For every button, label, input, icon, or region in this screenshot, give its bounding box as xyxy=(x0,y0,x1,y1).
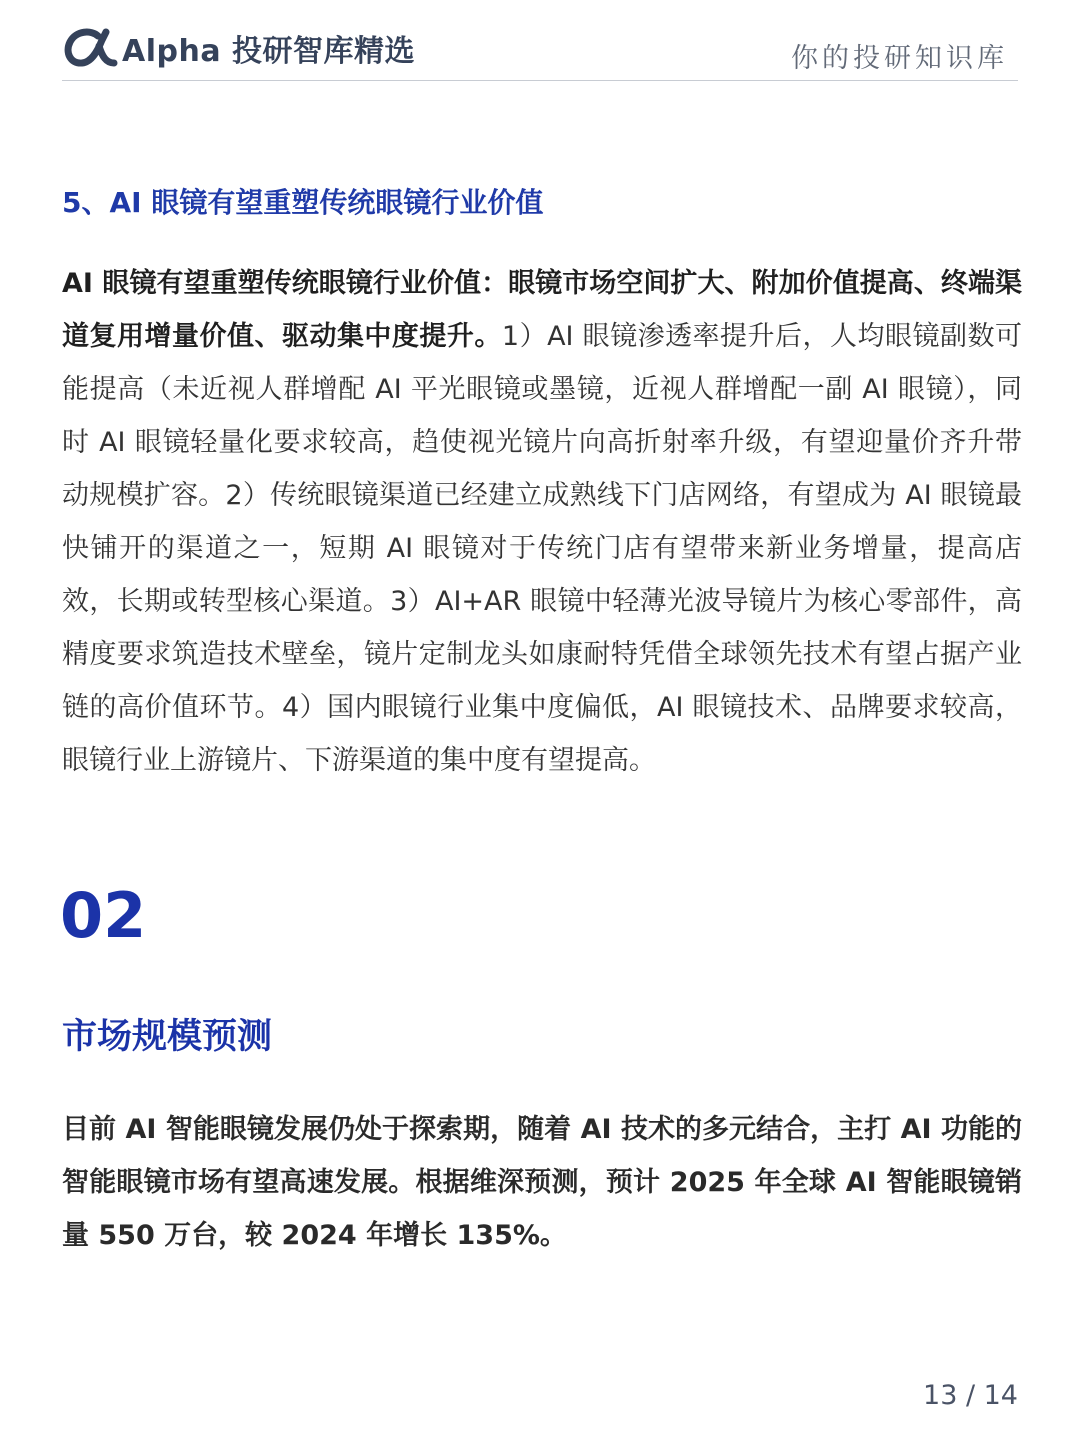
brand xyxy=(62,26,415,70)
alpha-logo-icon xyxy=(62,28,118,68)
brand-name: Alpha 投研智库精选 xyxy=(122,34,416,69)
section-title: 市场规模预测 xyxy=(62,1017,273,1057)
subsection-title: 5、AI 眼镜有望重塑传统眼镜行业价值 xyxy=(62,186,544,219)
page-number: 13 / 14 xyxy=(923,1380,1018,1411)
header-tagline: 你的投研知识库 xyxy=(791,43,1008,74)
section-number: 02 xyxy=(60,879,147,952)
paragraph-market-forecast: 目前 AI 智能眼镜发展仍处于探索期，随着 AI 技术的多元结合，主打 AI 功能的智能眼镜市场有望高速发展。根据维深预测，预计 2025 年全球 AI 智能眼镜销量 550 万台，较 2024 年增长 135%。 xyxy=(62,1114,1022,1251)
paragraph-body: 1）AI 眼镜渗透率提升后，人均眼镜副数可能提高（未近视人群增配 AI 平光眼镜或墨镜，近视人群增配一副 AI 眼镜），同时 AI 眼镜轻量化要求较高，趋使视光镜片向高折射率升级，有望迎量价齐升带动规模扩容。2）传统眼镜渠道已经建立成熟线下门店网络，有望成为 AI 眼镜最快铺开的渠道之一，短期 AI 眼镜对于传统门店有望带来新业务增量，提高店效，长期或转型核心渠道。3）AI+AR 眼镜中轻薄光波导镜片为核心零部件，高精度要求筑造技术壁垒，镜片定制龙头如康耐特凭借全球领先技术有望占据产业链的高价值环节。4）国内眼镜行业集中度偏低，AI 眼镜技术、品牌要求较高，眼镜行业上游镜片、下游渠道的集中度有望提高。 xyxy=(62,321,1022,776)
paragraph-lead: AI 眼镜有望重塑传统眼镜行业价值：眼镜市场空间扩大、附加价值提高、终端渠道复用增量价值、驱动集中度提升。 xyxy=(62,268,1022,352)
page-header xyxy=(62,22,1018,81)
paragraph-industry-value xyxy=(62,257,1022,787)
